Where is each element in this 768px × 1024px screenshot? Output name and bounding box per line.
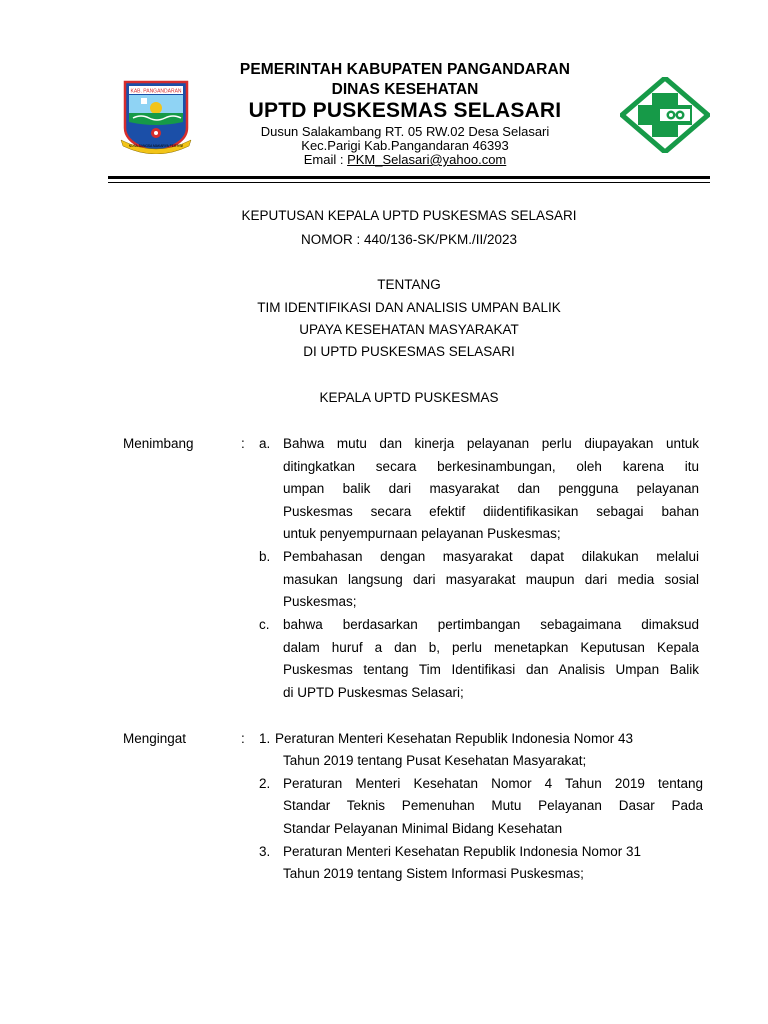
puskesmas-logo (620, 77, 710, 153)
menimbang-item-line: Puskesmas tentang Tim Identifikasi dan Analisis Umpan Balik (283, 662, 699, 677)
mengingat-colon: : (241, 731, 245, 746)
menimbang-item-line: Puskesmas; (283, 594, 357, 609)
mengingat-item-mark: 1. (259, 731, 271, 746)
menimbang-item-line: Pembahasan dengan masyarakat dapat dilakukan melalui (283, 549, 699, 564)
mengingat-item-line: Tahun 2019 tentang Pusat Kesehatan Masyarakat; (283, 753, 587, 768)
letterhead-rule-thick (108, 176, 710, 179)
menimbang-label: Menimbang (123, 436, 194, 451)
mengingat-item-line: Peraturan Menteri Kesehatan Republik Indonesia Nomor 31 (283, 844, 641, 859)
menimbang-item-line: dalam huruf a dan b, perlu menetapkan Keputusan Kepala (283, 640, 699, 655)
menimbang-item-line: masukan langsung dari masyarakat maupun dari media sosial (283, 572, 699, 587)
mengingat-item-mark: 3. (259, 844, 271, 859)
mengingat-item-line: Standar Teknis Pemenuhan Mutu Pelayanan Dasar Pada (283, 798, 703, 813)
menimbang-item-line: ditingkatkan secara berkesinambungan, oleh karena itu (283, 459, 699, 474)
mengingat-label: Mengingat (123, 731, 187, 746)
decree-subject-1: TIM IDENTIFIKASI DAN ANALISIS UMPAN BALIK (257, 300, 561, 315)
decree-subject-2: UPAYA KESEHATAN MASYARAKAT (299, 322, 519, 337)
address-line-1: Dusun Salakambang RT. 05 RW.02 Desa Selasari (260, 124, 550, 139)
decree-subject-3: DI UPTD PUSKESMAS SELASARI (303, 344, 515, 359)
crest-label: KAB. PANGANDARAN (130, 88, 182, 95)
email-link[interactable]: PKM_Selasari@yahoo.com (347, 152, 507, 167)
mengingat-item-line: Tahun 2019 tentang Sistem Informasi Puskesmas; (283, 866, 584, 881)
menimbang-item-mark: b. (259, 549, 271, 564)
unit-title: UPTD PUSKESMAS SELASARI (248, 99, 562, 122)
menimbang-item-line: bahwa berdasarkan pertimbangan sebagaimana dimaksud (283, 617, 699, 632)
menimbang-item-mark: a. (259, 436, 271, 451)
mengingat-item-mark: 2. (259, 776, 271, 791)
email-line (180, 152, 630, 167)
menimbang-item-line: Puskesmas secara efektif diidentifikasikan sebagai bahan (283, 504, 699, 519)
menimbang-item-mark: c. (259, 617, 270, 632)
menimbang-item-line: umpan balik dari masyarakat dan pengguna pelayanan (283, 481, 699, 496)
department-title: DINAS KESEHATAN (331, 81, 479, 98)
menimbang-item-line: untuk penyempurnaan pelayanan Puskesmas; (283, 526, 561, 541)
letterhead-rule-thin (108, 182, 710, 183)
menimbang-colon: : (241, 436, 245, 451)
crest-motto: NUSA BANGSA MAKARYA PERTIWI (128, 144, 184, 148)
government-title: PEMERINTAH KABUPATEN PANGANDARAN (239, 61, 571, 78)
mengingat-item-line: Peraturan Menteri Kesehatan Nomor 4 Tahun 2019 tentang (283, 776, 703, 791)
decree-number: NOMOR : 440/136-SK/PKM./II/2023 (300, 232, 518, 247)
decree-about: TENTANG (377, 277, 441, 292)
mengingat-item-line: Peraturan Menteri Kesehatan Republik Indonesia Nomor 43 (275, 731, 633, 746)
decree-title: KEPUTUSAN KEPALA UPTD PUSKESMAS SELASARI (241, 208, 577, 223)
decree-head: KEPALA UPTD PUSKESMAS (319, 390, 499, 405)
address-line-2: Kec.Parigi Kab.Pangandaran 46393 (301, 138, 509, 153)
email-label: Email : (303, 152, 348, 167)
menimbang-item-line: di UPTD Puskesmas Selasari; (283, 685, 464, 700)
menimbang-item-line: Bahwa mutu dan kinerja pelayanan perlu diupayakan untuk (283, 436, 699, 451)
mengingat-item-line: Standar Pelayanan Minimal Bidang Kesehatan (283, 821, 563, 836)
